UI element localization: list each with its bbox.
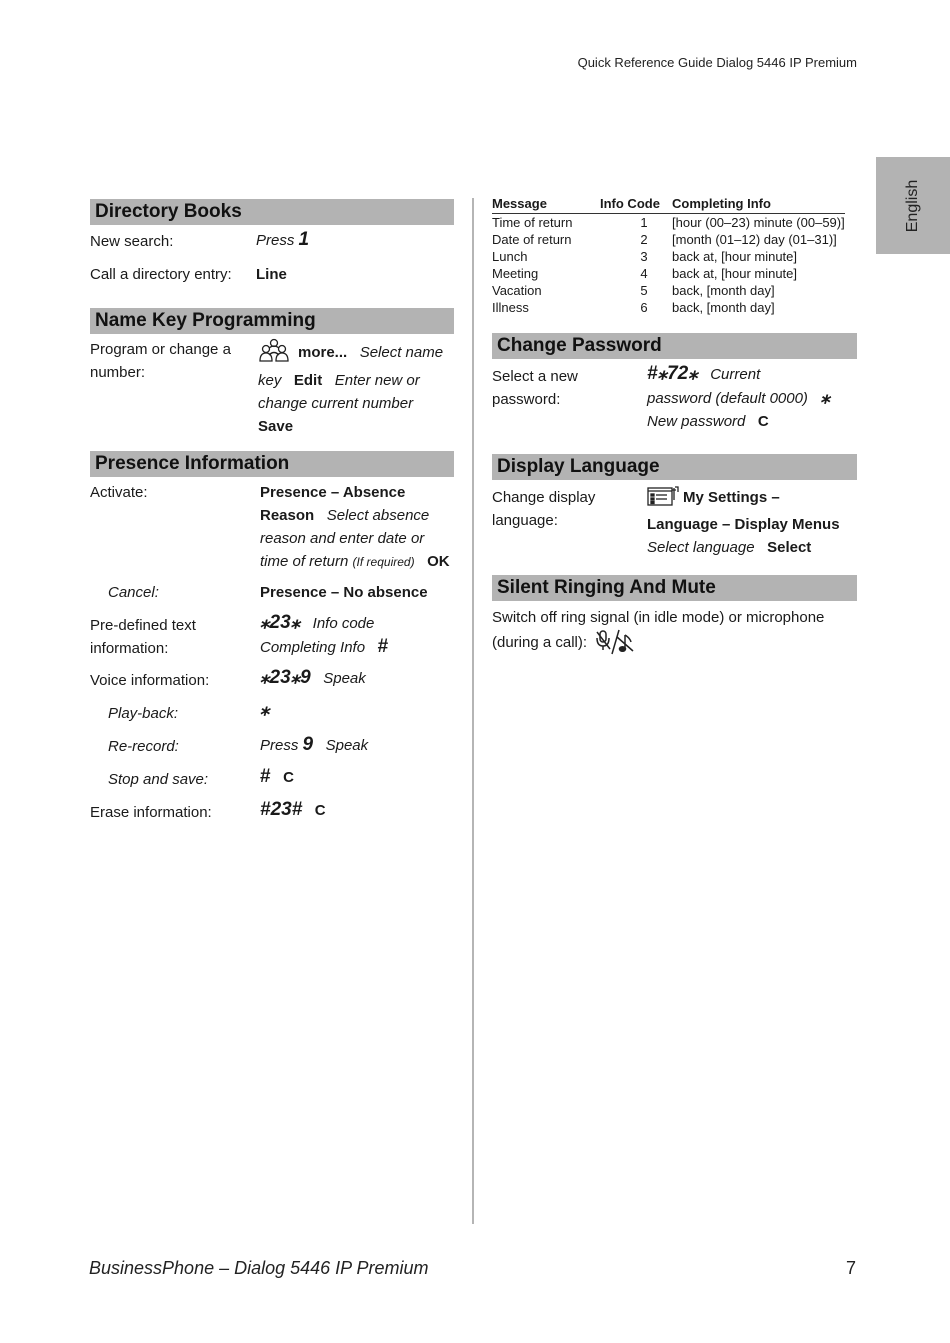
new-search-value bbox=[256, 228, 309, 252]
password-star-key: ⁎ bbox=[820, 387, 830, 408]
row-completing: [hour (00–23) minute (00–59)] bbox=[672, 215, 845, 230]
if-required-text: (If required) bbox=[352, 555, 415, 569]
cancel-value: Presence – No absence bbox=[260, 584, 428, 601]
row-completing: back, [month day] bbox=[672, 300, 775, 315]
predefined-label-line1: Pre-defined text bbox=[90, 617, 196, 634]
row-code: 3 bbox=[640, 249, 648, 264]
edit-softkey: Edit bbox=[293, 372, 323, 389]
col-message: Message bbox=[492, 196, 600, 214]
row-message: Lunch bbox=[492, 249, 528, 264]
select-absence-text: Select absence bbox=[326, 507, 430, 524]
row-code: 4 bbox=[640, 266, 648, 281]
activate-label: Activate: bbox=[90, 484, 148, 501]
row-code: 6 bbox=[640, 300, 648, 315]
page-header-title: Quick Reference Guide Dialog 5446 IP Premium bbox=[577, 55, 857, 70]
name-key-label-line2: number: bbox=[90, 364, 146, 381]
row-message: Date of return bbox=[492, 232, 572, 247]
silent-ringing-line2: (during a call): bbox=[492, 634, 588, 651]
playback-label: Play-back: bbox=[108, 705, 179, 722]
current-text: Current bbox=[710, 366, 761, 383]
rerecord-label: Re-record: bbox=[108, 738, 179, 755]
my-settings-menu: My Settings – bbox=[683, 489, 780, 506]
table-row bbox=[492, 231, 845, 248]
section-name-key-programming: Name Key Programming bbox=[90, 308, 454, 334]
reason-text: reason and enter date or bbox=[260, 530, 425, 547]
table-row bbox=[492, 248, 845, 265]
cancel-label: Cancel: bbox=[108, 584, 159, 601]
column-divider bbox=[472, 198, 474, 1224]
ok-softkey: OK bbox=[427, 553, 450, 570]
section-silent-ringing: Silent Ringing And Mute bbox=[492, 575, 857, 601]
select-language-text: Select language bbox=[647, 539, 755, 556]
change-password-instructions bbox=[647, 362, 852, 433]
stop-hash-key: # bbox=[260, 766, 271, 787]
erase-c-key: C bbox=[314, 802, 326, 819]
table-row bbox=[492, 282, 845, 299]
new-search-press: Press bbox=[256, 232, 295, 249]
default-password-text: password (default 0000) bbox=[647, 390, 808, 407]
section-directory-books: Directory Books bbox=[90, 199, 454, 225]
change-password-label-line1: Select a new bbox=[492, 368, 578, 385]
voice-code: ⁎23⁎9 bbox=[260, 667, 311, 688]
time-of-return-text: time of return bbox=[260, 553, 349, 570]
name-key-label bbox=[90, 338, 231, 384]
activate-instructions bbox=[260, 481, 460, 574]
row-completing: [month (01–12) day (01–31)] bbox=[672, 232, 837, 247]
rerecord-value bbox=[260, 733, 368, 757]
predefined-instructions bbox=[260, 611, 460, 659]
display-language-label-line1: Change display bbox=[492, 489, 596, 506]
playback-code: ⁎ bbox=[260, 699, 270, 720]
rerecord-speak: Speak bbox=[325, 737, 369, 754]
language-tab-label: English bbox=[904, 179, 921, 232]
stop-c-key: C bbox=[283, 769, 294, 786]
language-display-menus: Language – Display Menus bbox=[647, 516, 840, 533]
stop-save-value bbox=[260, 765, 294, 789]
presence-absence-menu: Presence – Absence bbox=[260, 484, 406, 501]
reason-menu: Reason bbox=[260, 507, 315, 524]
table-row bbox=[492, 265, 845, 282]
display-language-label bbox=[492, 486, 595, 532]
section-display-language: Display Language bbox=[492, 454, 857, 480]
contacts-icon bbox=[258, 338, 290, 369]
password-code: #⁎72⁎ bbox=[647, 363, 698, 384]
section-change-password: Change Password bbox=[492, 333, 857, 359]
call-entry-label: Call a directory entry: bbox=[90, 266, 232, 283]
section-presence-information: Presence Information bbox=[90, 451, 454, 477]
silent-ringing-line1: Switch off ring signal (in idle mode) or microphone bbox=[492, 609, 825, 626]
select-name-text: Select name bbox=[359, 344, 444, 361]
col-completing-info: Completing Info bbox=[672, 196, 845, 214]
display-language-instructions bbox=[647, 486, 857, 559]
change-password-label bbox=[492, 365, 578, 411]
predefined-code: ⁎23⁎ bbox=[260, 612, 301, 633]
change-current-text: change current number bbox=[258, 395, 414, 412]
row-completing: back at, [hour minute] bbox=[672, 266, 798, 281]
password-c-key: C bbox=[757, 413, 769, 430]
new-search-label: New search: bbox=[90, 233, 174, 250]
voice-information-label: Voice information: bbox=[90, 672, 210, 689]
row-completing: back, [month day] bbox=[672, 283, 775, 298]
erase-code: #23# bbox=[260, 799, 303, 820]
voice-speak-text: Speak bbox=[323, 670, 366, 687]
new-password-text: New password bbox=[647, 413, 746, 430]
silent-ringing-text bbox=[492, 606, 852, 662]
save-softkey: Save bbox=[258, 418, 294, 435]
change-password-label-line2: password: bbox=[492, 391, 561, 408]
select-softkey: Select bbox=[767, 539, 812, 556]
row-message: Time of return bbox=[492, 215, 573, 230]
erase-label: Erase information: bbox=[90, 804, 212, 821]
predefined-label-line2: information: bbox=[90, 640, 169, 657]
row-completing: back at, [hour minute] bbox=[672, 249, 798, 264]
rerecord-press: Press bbox=[260, 737, 299, 754]
stop-save-label: Stop and save: bbox=[108, 771, 209, 788]
row-code: 5 bbox=[640, 283, 648, 298]
completing-info-text: Completing Info bbox=[260, 639, 366, 656]
row-message: Illness bbox=[492, 300, 529, 315]
table-row bbox=[492, 214, 845, 232]
info-code-text: Info code bbox=[312, 615, 375, 632]
more-softkey: more... bbox=[298, 344, 348, 361]
col-info-code: Info Code bbox=[600, 196, 672, 214]
table-header-row bbox=[492, 196, 845, 214]
enter-new-text: Enter new or bbox=[334, 372, 420, 389]
display-language-label-line2: language: bbox=[492, 512, 558, 529]
footer-page-number: 7 bbox=[846, 1258, 857, 1278]
predefined-label bbox=[90, 614, 196, 660]
call-entry-value: Line bbox=[256, 266, 287, 283]
new-search-key: 1 bbox=[298, 229, 310, 250]
settings-menu-icon bbox=[647, 486, 679, 513]
row-message: Meeting bbox=[492, 266, 539, 281]
voice-information-value bbox=[260, 666, 366, 690]
row-message: Vacation bbox=[492, 283, 542, 298]
hash-key: # bbox=[377, 636, 389, 657]
footer-product-name: BusinessPhone – Dialog 5446 IP Premium bbox=[89, 1258, 429, 1278]
language-tab bbox=[876, 157, 950, 254]
name-key-label-line1: Program or change a bbox=[90, 341, 231, 358]
key-text: key bbox=[258, 372, 282, 389]
rerecord-key: 9 bbox=[302, 734, 314, 755]
name-key-instructions bbox=[258, 338, 458, 438]
table-row bbox=[492, 299, 845, 316]
erase-value bbox=[260, 798, 326, 822]
info-code-table bbox=[492, 196, 845, 316]
row-code: 1 bbox=[640, 215, 648, 230]
row-code: 2 bbox=[640, 232, 648, 247]
mute-icon bbox=[595, 629, 635, 662]
